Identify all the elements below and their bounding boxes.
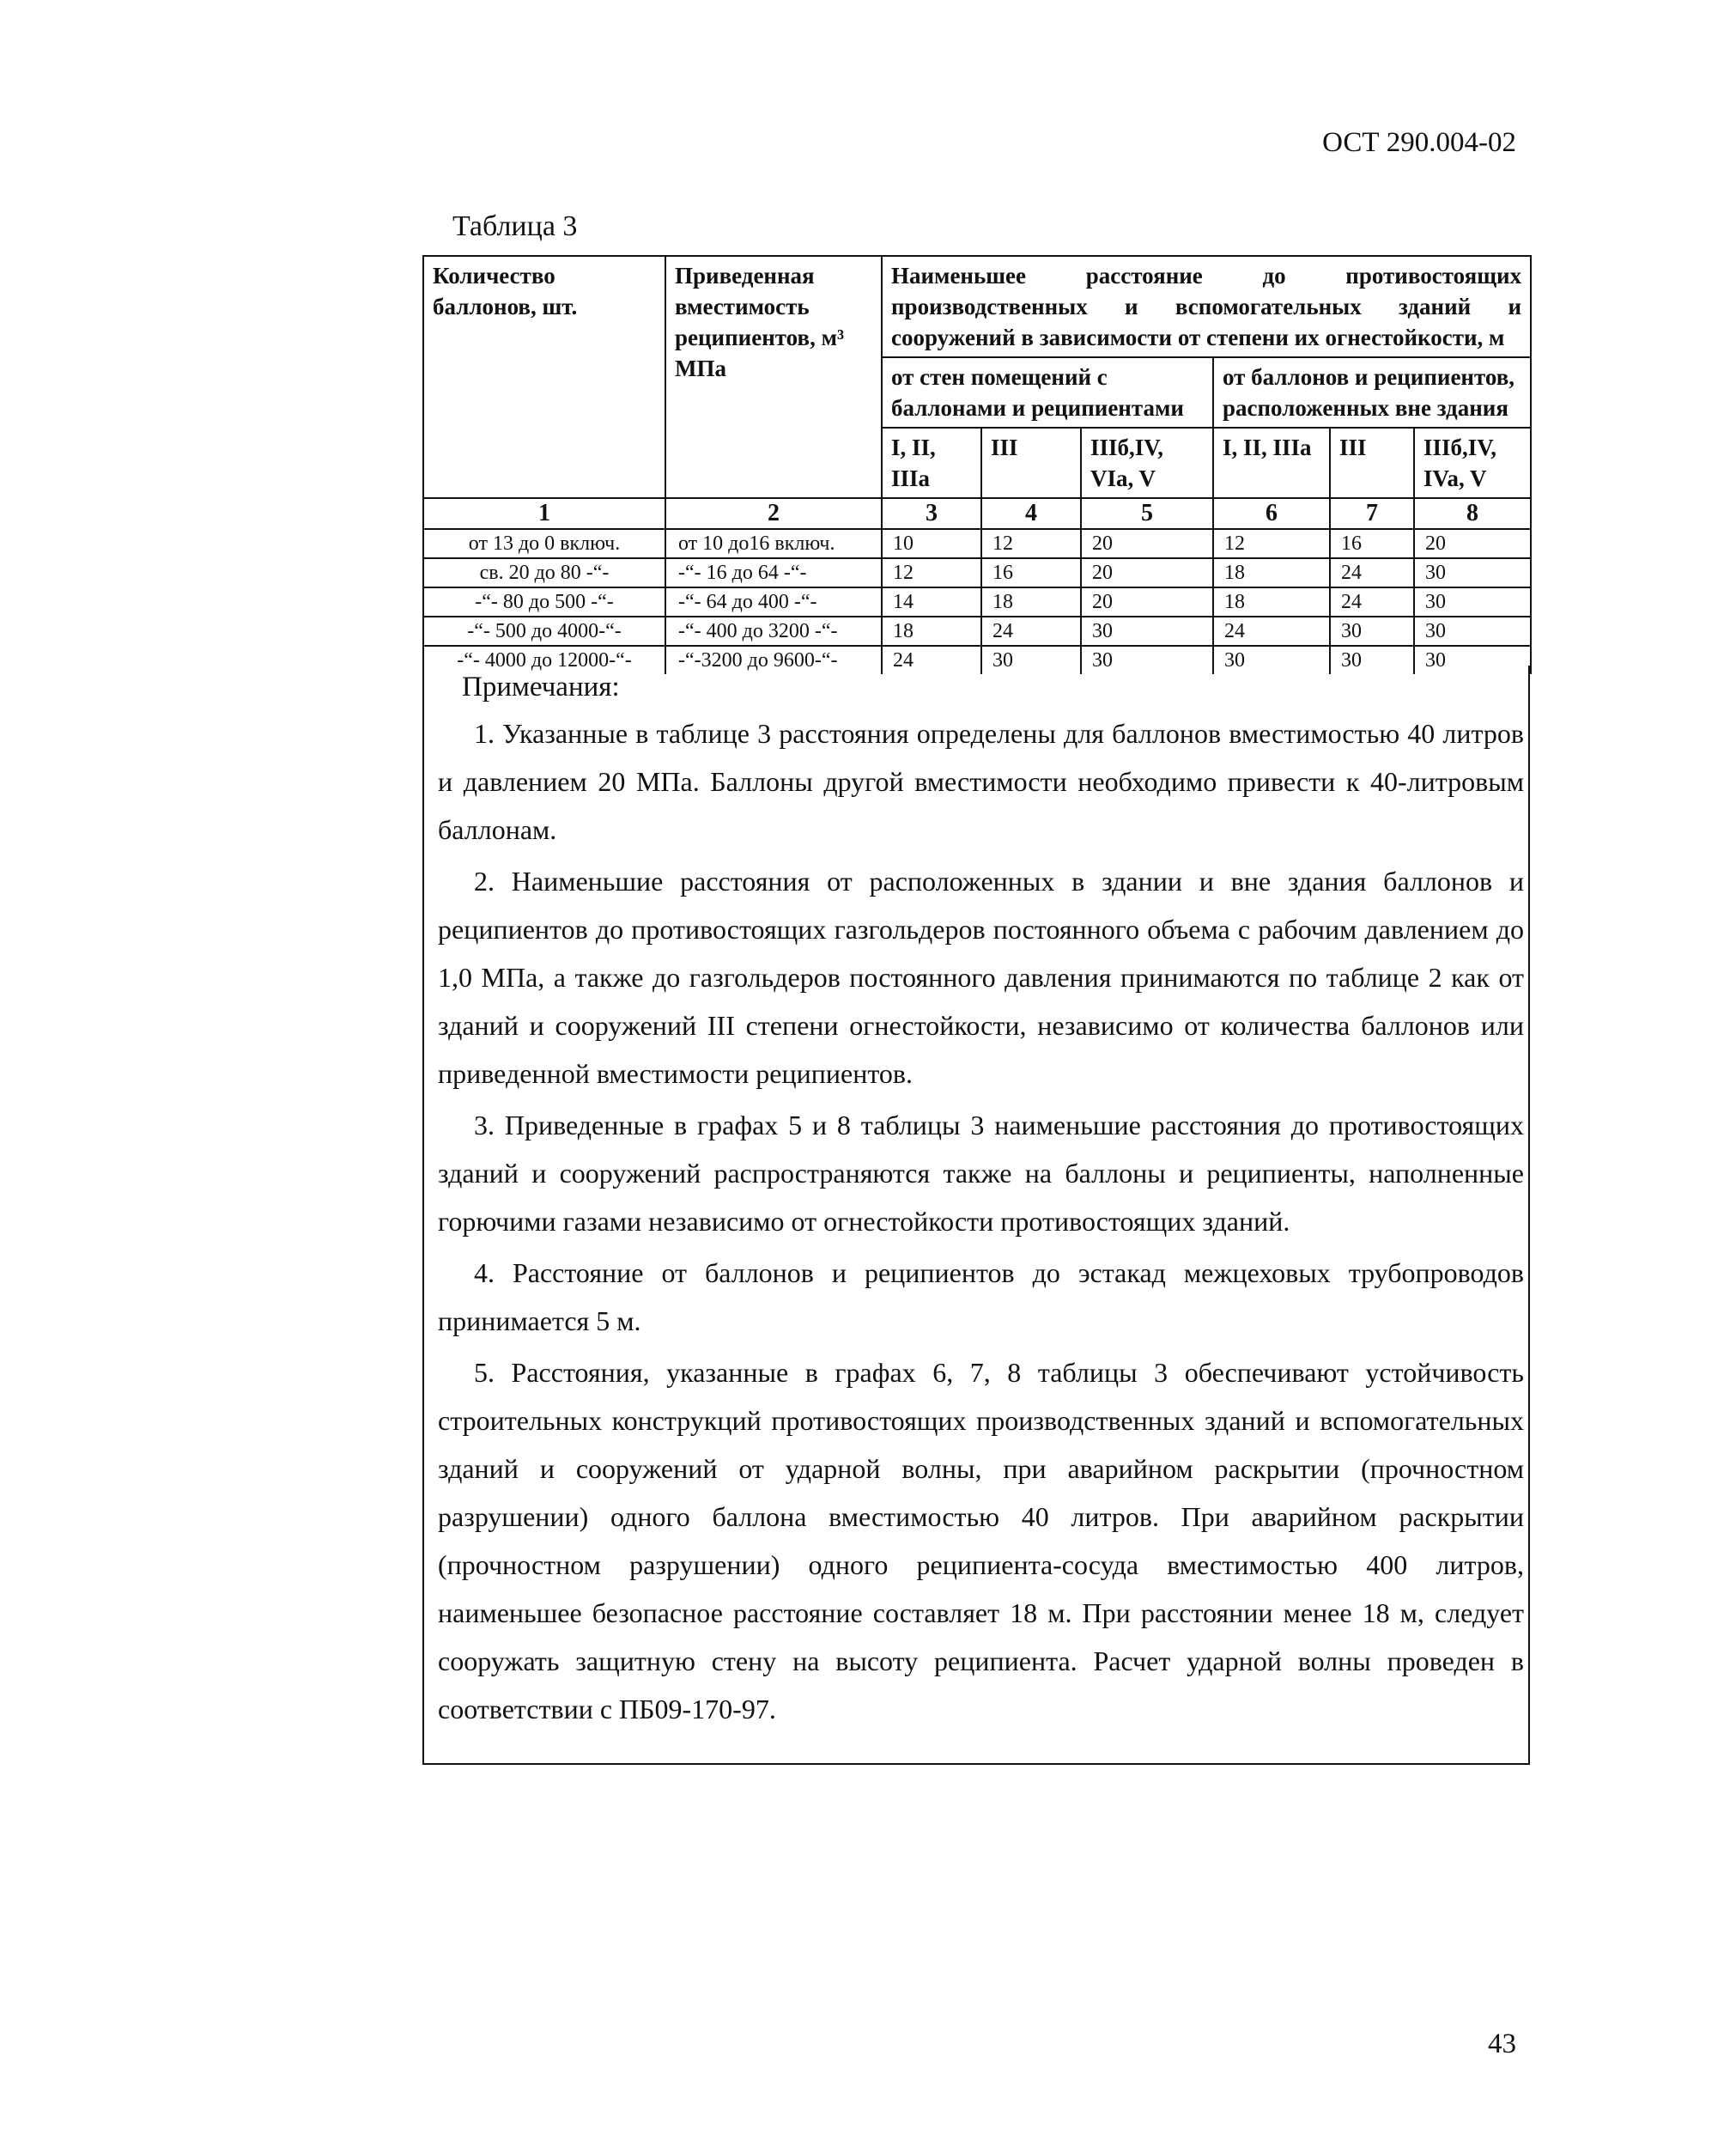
cell-value: 30 (1414, 617, 1531, 646)
cell-capacity: -“- 16 до 64 -“- (665, 558, 882, 587)
cell-value: 12 (882, 558, 981, 587)
cell-capacity: -“- 400 до 3200 -“- (665, 617, 882, 646)
cell-count: -“- 4000 до 12000-“- (423, 646, 665, 674)
cell-value: 16 (1330, 529, 1414, 558)
table-row (423, 617, 1531, 646)
cell-value: 30 (1330, 617, 1414, 646)
cell-value: 12 (1213, 529, 1330, 558)
column-number: 1 (423, 498, 665, 529)
cell-value: 14 (882, 587, 981, 617)
header-from-room-walls: от стен помещений с баллонами и реципиентами (882, 357, 1213, 428)
cell-value: 24 (1330, 558, 1414, 587)
cell-value: 30 (981, 646, 1081, 674)
cell-value: 24 (981, 617, 1081, 646)
cell-value: 20 (1081, 587, 1213, 617)
note-item: 1. Указанные в таблице 3 расстояния определены для баллонов вместимостью 40 литров и давлением 20 МПа. Баллоны другой вместимости необходимо привести к 40-литровым баллонам. (438, 718, 1524, 845)
cell-value: 18 (1213, 587, 1330, 617)
cell-value: 30 (1330, 646, 1414, 674)
cell-count: от 13 до 0 включ. (423, 529, 665, 558)
header-class-col6: I, II, IIIa (1213, 428, 1330, 498)
column-number: 2 (665, 498, 882, 529)
document-code: ОСТ 290.004-02 (1322, 127, 1516, 158)
note-item: 3. Приведенные в графах 5 и 8 таблицы 3 наименьшие расстояния до противостоящих зданий и сооружений распространяются также на баллоны и реципиенты, наполненные горючими газами независимо от огнестойкости противостоящих зданий. (438, 1110, 1524, 1237)
cell-capacity: -“- 64 до 400 -“- (665, 587, 882, 617)
cell-count: св. 20 до 80 -“- (423, 558, 665, 587)
column-number: 5 (1081, 498, 1213, 529)
table-caption: Таблица 3 (452, 210, 578, 242)
cell-value: 18 (981, 587, 1081, 617)
notes-title: Примечания: (462, 672, 620, 702)
cell-value: 24 (1213, 617, 1330, 646)
cell-value: 24 (882, 646, 981, 674)
column-number: 8 (1414, 498, 1531, 529)
distance-table (422, 255, 1532, 674)
cell-value: 30 (1414, 646, 1531, 674)
cell-count: -“- 500 до 4000-“- (423, 617, 665, 646)
cell-value: 20 (1081, 529, 1213, 558)
header-cylinder-count: Количество баллонов, шт. (423, 256, 665, 498)
note-item: 5. Расстояния, указанные в графах 6, 7, 8 таблицы 3 обеспечивают устойчивость строительных конструкций противостоящих производственных зданий и вспомогательных зданий и сооружений от ударной волны, при аварийном раскрытии (прочностном разрушении) одного баллона вместимостью 40 литров. При аварийном раскрытии (прочностном разрушении) одного реципиента-сосуда вместимостью 400 литров, наименьшее безопасное расстояние составляет 18 м. При расстоянии менее 18 м, следует сооружать защитную стену на высоту реципиента. Расчет ударной волны проведен в соответствии с ПБ09-170-97. (438, 1357, 1524, 1724)
cell-value: 30 (1213, 646, 1330, 674)
page-number: 43 (1488, 2028, 1516, 2059)
header-class-col3: I, II, IIIa (882, 428, 981, 498)
header-min-distance: Наименьшее расстояние до противостоящих производственных и вспомогательных зданий и сооружений в зависимости от степени их огнестойкости, м (882, 256, 1531, 357)
cell-value: 16 (981, 558, 1081, 587)
cell-value: 30 (1414, 587, 1531, 617)
header-receiver-capacity: Приведенная вместимость реципиентов, м³ МПа (665, 256, 882, 498)
cell-count: -“- 80 до 500 -“- (423, 587, 665, 617)
cell-value: 20 (1081, 558, 1213, 587)
notes-list (438, 709, 1524, 1736)
header-class-col8: IIIб,IV, IVa, V (1414, 428, 1531, 498)
header-from-outdoor-cylinders: от баллонов и реципиентов, расположенных вне здания (1213, 357, 1531, 428)
cell-capacity: от 10 до16 включ. (665, 529, 882, 558)
header-class-col7: III (1330, 428, 1414, 498)
table-row (423, 529, 1531, 558)
cell-value: 18 (882, 617, 981, 646)
cell-value: 10 (882, 529, 981, 558)
table-container (422, 255, 1530, 674)
column-number: 7 (1330, 498, 1414, 529)
column-number: 4 (981, 498, 1081, 529)
note-item: 2. Наименьшие расстояния от расположенных в здании и вне здания баллонов и реципиентов до противостоящих газгольдеров постоянного объема с рабочим давлением до 1,0 МПа, а также до газгольдеров постоянного давления принимаются по таблице 2 как от зданий и сооружений III степени огнестойкости, независимо от количества баллонов или приведенной вместимости реципиентов. (438, 866, 1524, 1089)
note-item: 4. Расстояние от баллонов и реципиентов до эстакад межцеховых трубопроводов принимается 5 м. (438, 1257, 1524, 1336)
header-class-col5: IIIб,IV, VIa, V (1081, 428, 1213, 498)
cell-value: 30 (1414, 558, 1531, 587)
header-class-col4: III (981, 428, 1081, 498)
table-row (423, 587, 1531, 617)
cell-value: 18 (1213, 558, 1330, 587)
cell-capacity: -“-3200 до 9600-“- (665, 646, 882, 674)
cell-value: 12 (981, 529, 1081, 558)
cell-value: 30 (1081, 646, 1213, 674)
cell-value: 20 (1414, 529, 1531, 558)
column-number-row (423, 498, 1531, 529)
table-row (423, 558, 1531, 587)
cell-value: 24 (1330, 587, 1414, 617)
column-number: 6 (1213, 498, 1330, 529)
cell-value: 30 (1081, 617, 1213, 646)
column-number: 3 (882, 498, 981, 529)
